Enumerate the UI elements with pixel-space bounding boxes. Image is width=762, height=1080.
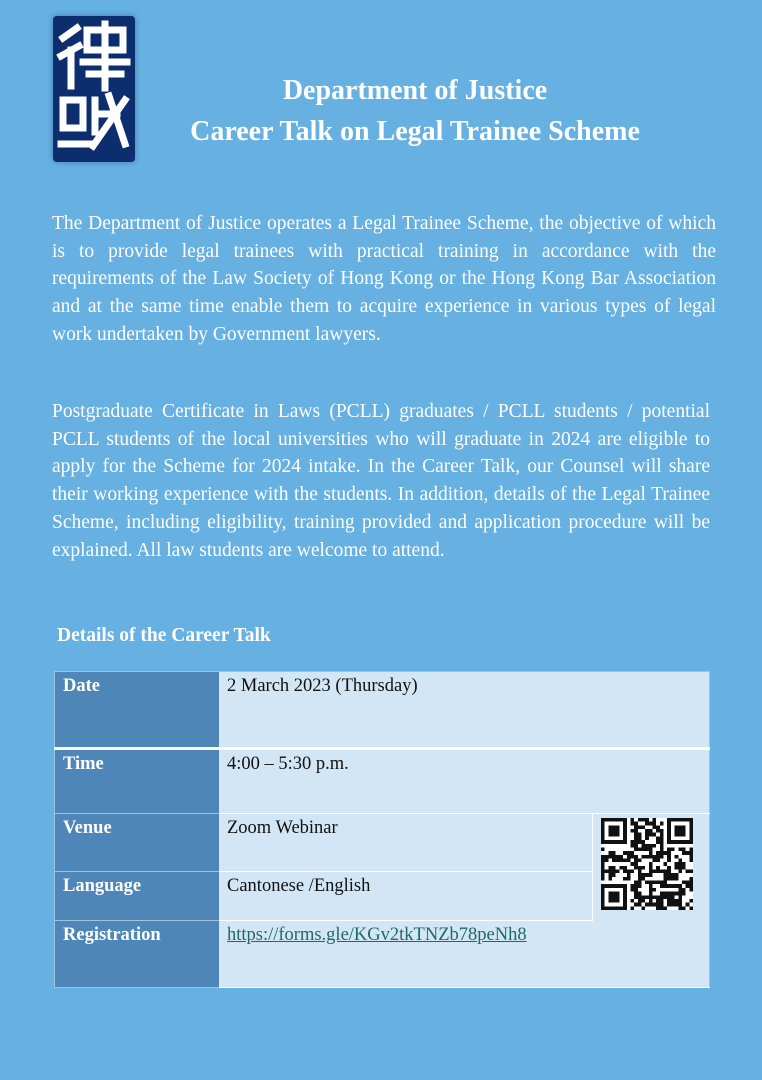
- venue-value: Zoom Webinar: [219, 814, 593, 872]
- details-heading: Details of the Career Talk: [57, 625, 271, 646]
- title-line-1: Department of Justice: [282, 75, 548, 106]
- registration-link[interactable]: https://forms.gle/KGv2tkTNZb78peNh8: [227, 925, 527, 945]
- page-title: [140, 70, 690, 152]
- time-value: 4:00 – 5:30 p.m.: [219, 749, 710, 814]
- title-line-2: Career Talk on Legal Trainee Scheme: [190, 116, 640, 147]
- registration-label: Registration: [55, 921, 220, 988]
- time-label: Time: [55, 749, 220, 814]
- intro-paragraph-2: Postgraduate Certificate in Laws (PCLL) graduates / PCLL students / potential PCLL students of the local universities who will graduate in 2024 are eligible to apply for the Scheme for 2024 intake. In the Career Talk, our Counsel will share their working experience with the students. In addition, details of the Legal Trainee Scheme, including eligibility, training provided and application procedure will be explained. All law students are welcome to attend.: [52, 401, 710, 561]
- intro-paragraph-1: The Department of Justice operates a Legal Trainee Scheme, the objective of which is to provide legal trainees with practical training in accordance with the requirements of the Law Society of Hong Kong or the Hong Kong Bar Association and at the same time enable them to acquire experience in various types of legal work undertaken by Government lawyers.: [52, 213, 716, 345]
- table-row-time: [55, 749, 710, 814]
- details-table: [54, 671, 710, 988]
- table-row-date: [55, 672, 710, 749]
- registration-value: [219, 921, 710, 988]
- language-value: Cantonese /English: [219, 872, 593, 921]
- table-row-venue: [55, 814, 710, 872]
- qr-code-icon[interactable]: [601, 818, 693, 910]
- language-label: Language: [55, 872, 220, 921]
- department-of-justice-logo: [53, 16, 135, 162]
- date-label: Date: [55, 672, 220, 749]
- date-value: 2 March 2023 (Thursday): [219, 672, 710, 749]
- table-row-registration: [55, 921, 710, 988]
- qr-code-cell: [593, 814, 710, 921]
- venue-label: Venue: [55, 814, 220, 872]
